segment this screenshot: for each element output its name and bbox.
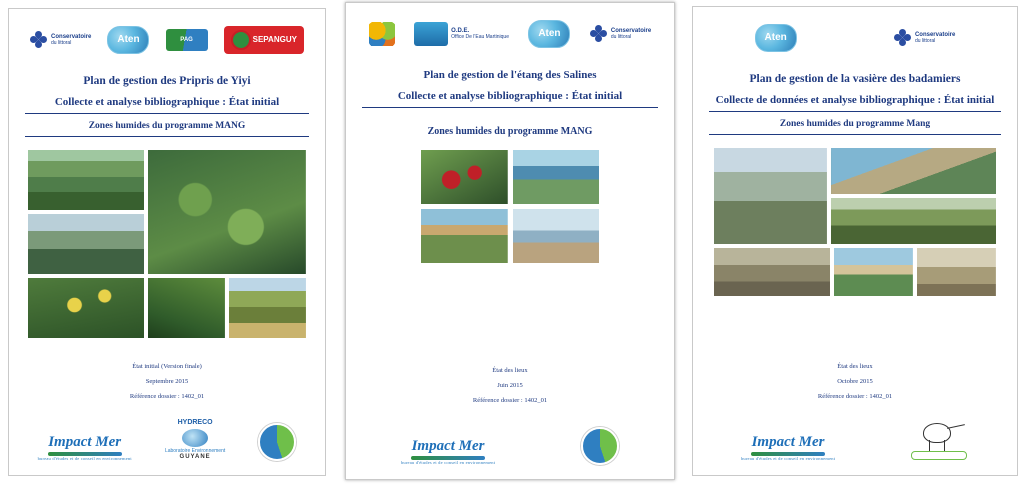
butterfly-logo [369, 22, 395, 46]
photo-mudflat [713, 247, 831, 297]
hydreco-disc-icon [182, 429, 208, 447]
ode-line1: O.D.E. [451, 28, 470, 35]
conservatoire-flower-icon [590, 25, 608, 43]
aten-logo [755, 24, 797, 52]
aten-logo [107, 26, 149, 54]
conservatoire-flower-icon [894, 29, 912, 47]
logo-line1: Conservatoire [914, 32, 956, 39]
photo-bottom-pair [147, 277, 307, 339]
photo-marsh-pond [27, 149, 145, 211]
meta-date: Juin 2015 [497, 382, 523, 390]
photo-wader-bird [916, 247, 997, 297]
programme-label: Zones humides du programme Mang [709, 119, 1001, 135]
conservatoire-flower-icon [30, 31, 48, 49]
header-logo-strip [709, 17, 1001, 59]
bird-sketch-logo [907, 417, 969, 461]
sepanguy-dot-icon [231, 30, 251, 50]
document-metadata [709, 360, 1001, 411]
partner-circle-icon [258, 423, 296, 461]
title-block [362, 69, 658, 137]
sepanguy-badge [224, 26, 304, 54]
meta-date: Octobre 2015 [837, 378, 873, 386]
hydreco-region: GUYANE [179, 453, 211, 460]
meta-status: État initial (Version finale) [132, 363, 202, 371]
impact-mer-tagline: bureau d'études et de conseil en environnement [740, 455, 836, 461]
sepanguy-label: SEPANGUY [252, 35, 297, 45]
meta-reference: Référence dossier : 1402_01 [129, 393, 205, 401]
pag-badge: PAG [166, 29, 208, 51]
aten-badge: Aten [107, 26, 149, 54]
aten-badge: Aten [528, 20, 570, 48]
title-block [25, 75, 309, 137]
conservatoire-du-littoral-logo [894, 29, 955, 47]
impact-mer-tagline: bureau d'études et de conseil en environnement [400, 459, 496, 465]
cover-page-salines[interactable] [345, 2, 675, 480]
aten-logo [528, 20, 570, 48]
impact-mer-logo [741, 435, 835, 462]
impact-mer-swoosh-icon [751, 452, 825, 456]
meta-reference: Référence dossier : 1402_01 [472, 397, 548, 405]
cover-page-badamiers[interactable] [692, 6, 1018, 476]
photo-green-vegetation [147, 277, 226, 339]
logo-line1: Conservatoire [51, 34, 92, 41]
page-subtitle: Collecte de données et analyse bibliographique : État initial [709, 94, 1001, 112]
hydreco-label: HYDRECO [177, 419, 213, 427]
sepanguy-logo [224, 26, 304, 54]
bird-sketch-icon [907, 417, 969, 461]
photo-red-fruits [420, 149, 509, 205]
ode-logo [414, 22, 509, 46]
photo-forest-edge [228, 277, 307, 339]
page-subtitle: Collecte et analyse bibliographique : État initial [25, 96, 309, 114]
header-logo-strip [362, 13, 658, 55]
partner-circle-logo [258, 423, 296, 461]
photo-flamingos [833, 247, 914, 297]
page-title: Plan de gestion des Pripris de Yiyi [83, 75, 251, 87]
footer-logo-strip [25, 411, 309, 465]
partner-circle-icon [581, 427, 619, 465]
photo-savanna-water [27, 213, 145, 275]
page-subtitle: Collecte et analyse bibliographique : État initial [362, 90, 658, 108]
ode-line2: Office De l'Eau Martinique [451, 33, 509, 40]
footer-logo-strip [362, 415, 658, 469]
photo-lagoon-aerial [512, 149, 601, 205]
meta-status: État des lieux [492, 367, 528, 375]
cover-photo-collage [709, 147, 1001, 297]
hydreco-logo [165, 419, 225, 461]
logo-line2: du littoral [610, 33, 632, 40]
aten-badge: Aten [755, 24, 797, 52]
partner-circle-logo [581, 427, 619, 465]
impact-mer-logo [401, 439, 495, 466]
impact-mer-swoosh-icon [411, 456, 485, 460]
photo-bottom-row [713, 247, 997, 297]
cover-photo-collage [25, 149, 309, 339]
impact-mer-logo [38, 435, 132, 462]
photo-yellow-flowers [27, 277, 145, 339]
meta-reference: Référence dossier : 1402_01 [817, 393, 893, 401]
photo-water-lilies [147, 149, 307, 275]
logo-line2: du littoral [51, 39, 72, 46]
butterfly-icon [369, 22, 395, 46]
page-title: Plan de gestion de l'étang des Salines [423, 69, 597, 81]
title-block [709, 73, 1001, 135]
photo-mangrove [830, 197, 997, 245]
logo-line1: Conservatoire [610, 28, 652, 35]
programme-label: Zones humides du programme MANG [25, 121, 309, 137]
meta-status: État des lieux [837, 363, 873, 371]
cover-page-yiyi[interactable] [8, 8, 326, 476]
document-metadata [362, 364, 658, 415]
impact-mer-label: Impact Mer [751, 433, 825, 450]
hydreco-sub: Laboratoire Environnement [164, 447, 226, 454]
cover-photo-collage [362, 149, 658, 264]
photo-group-on-boardwalk [420, 208, 509, 264]
pag-logo [166, 29, 208, 51]
meta-date: Septembre 2015 [145, 378, 189, 386]
logo-line2: du littoral [914, 37, 936, 44]
impact-mer-label: Impact Mer [48, 433, 122, 450]
programme-label: Zones humides du programme MANG [427, 126, 593, 137]
ode-badge [414, 22, 448, 46]
photo-shorebirds [713, 147, 828, 245]
conservatoire-du-littoral-logo [590, 25, 651, 43]
impact-mer-tagline: bureau d'études et de conseil en environnement [37, 455, 132, 461]
photo-kitesurfer [512, 208, 601, 264]
photo-bay-aerial [830, 147, 997, 195]
document-metadata [25, 360, 309, 411]
impact-mer-label: Impact Mer [411, 437, 485, 454]
impact-mer-swoosh-icon [48, 452, 122, 456]
conservatoire-du-littoral-logo [30, 31, 91, 49]
page-title: Plan de gestion de la vasière des badamiers [749, 73, 961, 85]
header-logo-strip [25, 19, 309, 61]
footer-logo-strip [709, 411, 1001, 465]
